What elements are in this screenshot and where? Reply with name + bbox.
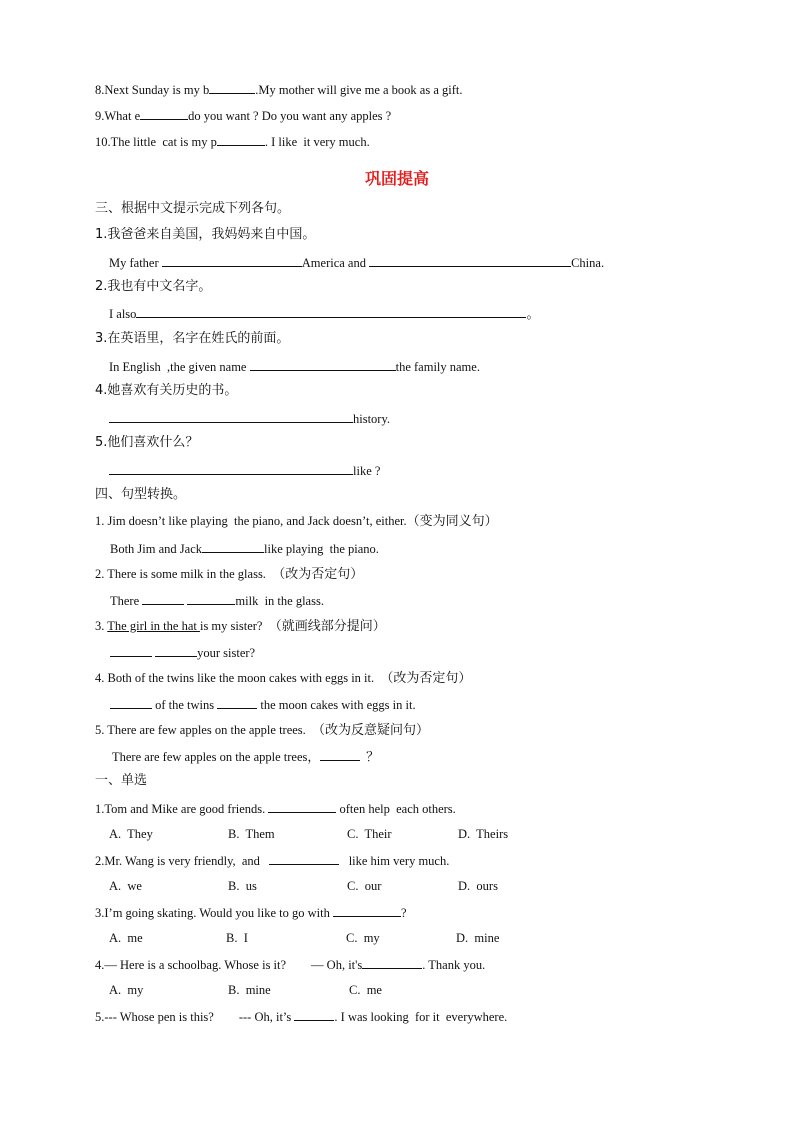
answer-blank[interactable] — [250, 358, 396, 371]
mc-question-2: 2.Mr. Wang is very friendly, and like him very much. — [95, 854, 450, 868]
answer-blank[interactable] — [269, 852, 339, 865]
mc-option[interactable]: B. mine — [228, 983, 271, 997]
mc-question-5: 5.--- Whose pen is this? --- Oh, it’s . I was looking for it everywhere. — [95, 1010, 508, 1024]
p4-q3-answer: your sister? — [110, 644, 255, 661]
mc-question-3: 3.I’m going skating. Would you like to go with ? — [95, 906, 407, 920]
mc-option[interactable]: A. They — [109, 827, 153, 841]
answer-blank[interactable] — [110, 644, 152, 657]
answer-blank[interactable] — [142, 592, 184, 605]
p4-q2: 2. There is some milk in the glass. （改为否定句） — [95, 567, 364, 582]
mc-option[interactable]: C. my — [346, 931, 380, 945]
p4-q4-answer: of the twins the moon cakes with eggs in it. — [110, 696, 416, 713]
p3-q4-chinese: 4.她喜欢有关历史的书。 — [95, 383, 238, 398]
p4-q5-answer: There are few apples on the apple trees， ？ — [112, 750, 380, 765]
answer-blank[interactable] — [202, 540, 264, 553]
mc-question-1: 1.Tom and Mike are good friends. often help each others. — [95, 802, 456, 816]
mc-option[interactable]: B. Them — [228, 827, 275, 841]
answer-blank[interactable] — [217, 133, 265, 146]
answer-blank[interactable] — [209, 81, 255, 94]
answer-blank[interactable] — [320, 748, 360, 761]
answer-blank[interactable] — [362, 956, 422, 969]
p3-q3-chinese: 3.在英语里，名字在姓氏的前面。 — [95, 331, 290, 346]
answer-blank[interactable] — [110, 696, 152, 709]
section-title: 巩固提高 — [364, 169, 429, 188]
answer-blank[interactable] — [333, 904, 401, 917]
p3-q4-english: history. — [109, 410, 390, 427]
question-10: 10.The little cat is my p . I like it very much. — [95, 135, 370, 149]
p4-q5: 5. There are few apples on the apple trees. （改为反意疑问句） — [95, 723, 430, 738]
mc-option[interactable]: C. our — [347, 879, 382, 893]
answer-blank[interactable] — [155, 644, 197, 657]
p3-q5-english: like ? — [109, 462, 380, 479]
answer-blank[interactable] — [294, 1008, 334, 1021]
mc-option[interactable]: C. Their — [347, 827, 392, 841]
p3-q3-english: In English ,the given name the family name. — [109, 360, 480, 374]
mc-option[interactable]: B. us — [228, 879, 257, 893]
p3-q1-english: My father America and China. — [109, 256, 605, 270]
part-four-heading: 四、句型转换。 — [95, 487, 187, 502]
p4-q4: 4. Both of the twins like the moon cakes with eggs in it. （改为否定句） — [95, 671, 472, 686]
p4-q3: 3. The girl in the hat is my sister? （就画线部分提问） — [95, 619, 386, 634]
mc-option[interactable]: A. we — [109, 879, 142, 893]
p4-q2-answer: There milk in the glass. — [110, 594, 324, 608]
p3-q2-chinese: 2.我也有中文名字。 — [95, 279, 212, 294]
answer-blank[interactable] — [369, 254, 571, 267]
p3-q5-chinese: 5.他们喜欢什么？ — [95, 435, 199, 450]
question-9: 9.What e do you want ? Do you want any apples ? — [95, 109, 392, 123]
part-three-heading: 三、根据中文提示完成下列各句。 — [95, 201, 291, 216]
mc-option[interactable]: C. me — [349, 983, 382, 997]
question-8: 8.Next Sunday is my b .My mother will give me a book as a gift. — [95, 83, 463, 97]
mc-option[interactable]: A. my — [109, 983, 144, 997]
p4-q1: 1. Jim doesn’t like playing the piano, and Jack doesn’t, either.（变为同义句） — [95, 514, 498, 529]
p4-q1-answer: Both Jim and Jack like playing the piano. — [110, 542, 379, 556]
p3-q2-english: I also 。 — [109, 307, 540, 322]
mc-option[interactable]: D. Theirs — [458, 827, 509, 841]
answer-blank[interactable] — [140, 107, 188, 120]
answer-blank[interactable] — [162, 254, 302, 267]
mc-option[interactable]: B. I — [226, 931, 248, 945]
part-one-heading: 一、单选 — [95, 773, 148, 788]
mc-option[interactable]: A. me — [109, 931, 143, 945]
answer-blank[interactable] — [109, 410, 353, 423]
answer-blank[interactable] — [109, 462, 353, 475]
answer-blank[interactable] — [268, 800, 336, 813]
p3-q1-chinese: 1.我爸爸来自美国，我妈妈来自中国。 — [95, 227, 316, 242]
mc-question-4: 4.— Here is a schoolbag. Whose is it? — Oh, it's . Thank you. — [95, 958, 486, 972]
mc-option[interactable]: D. mine — [456, 931, 500, 945]
answer-blank[interactable] — [187, 592, 235, 605]
answer-blank[interactable] — [136, 305, 526, 318]
answer-blank[interactable] — [217, 696, 257, 709]
mc-option[interactable]: D. ours — [458, 879, 498, 893]
